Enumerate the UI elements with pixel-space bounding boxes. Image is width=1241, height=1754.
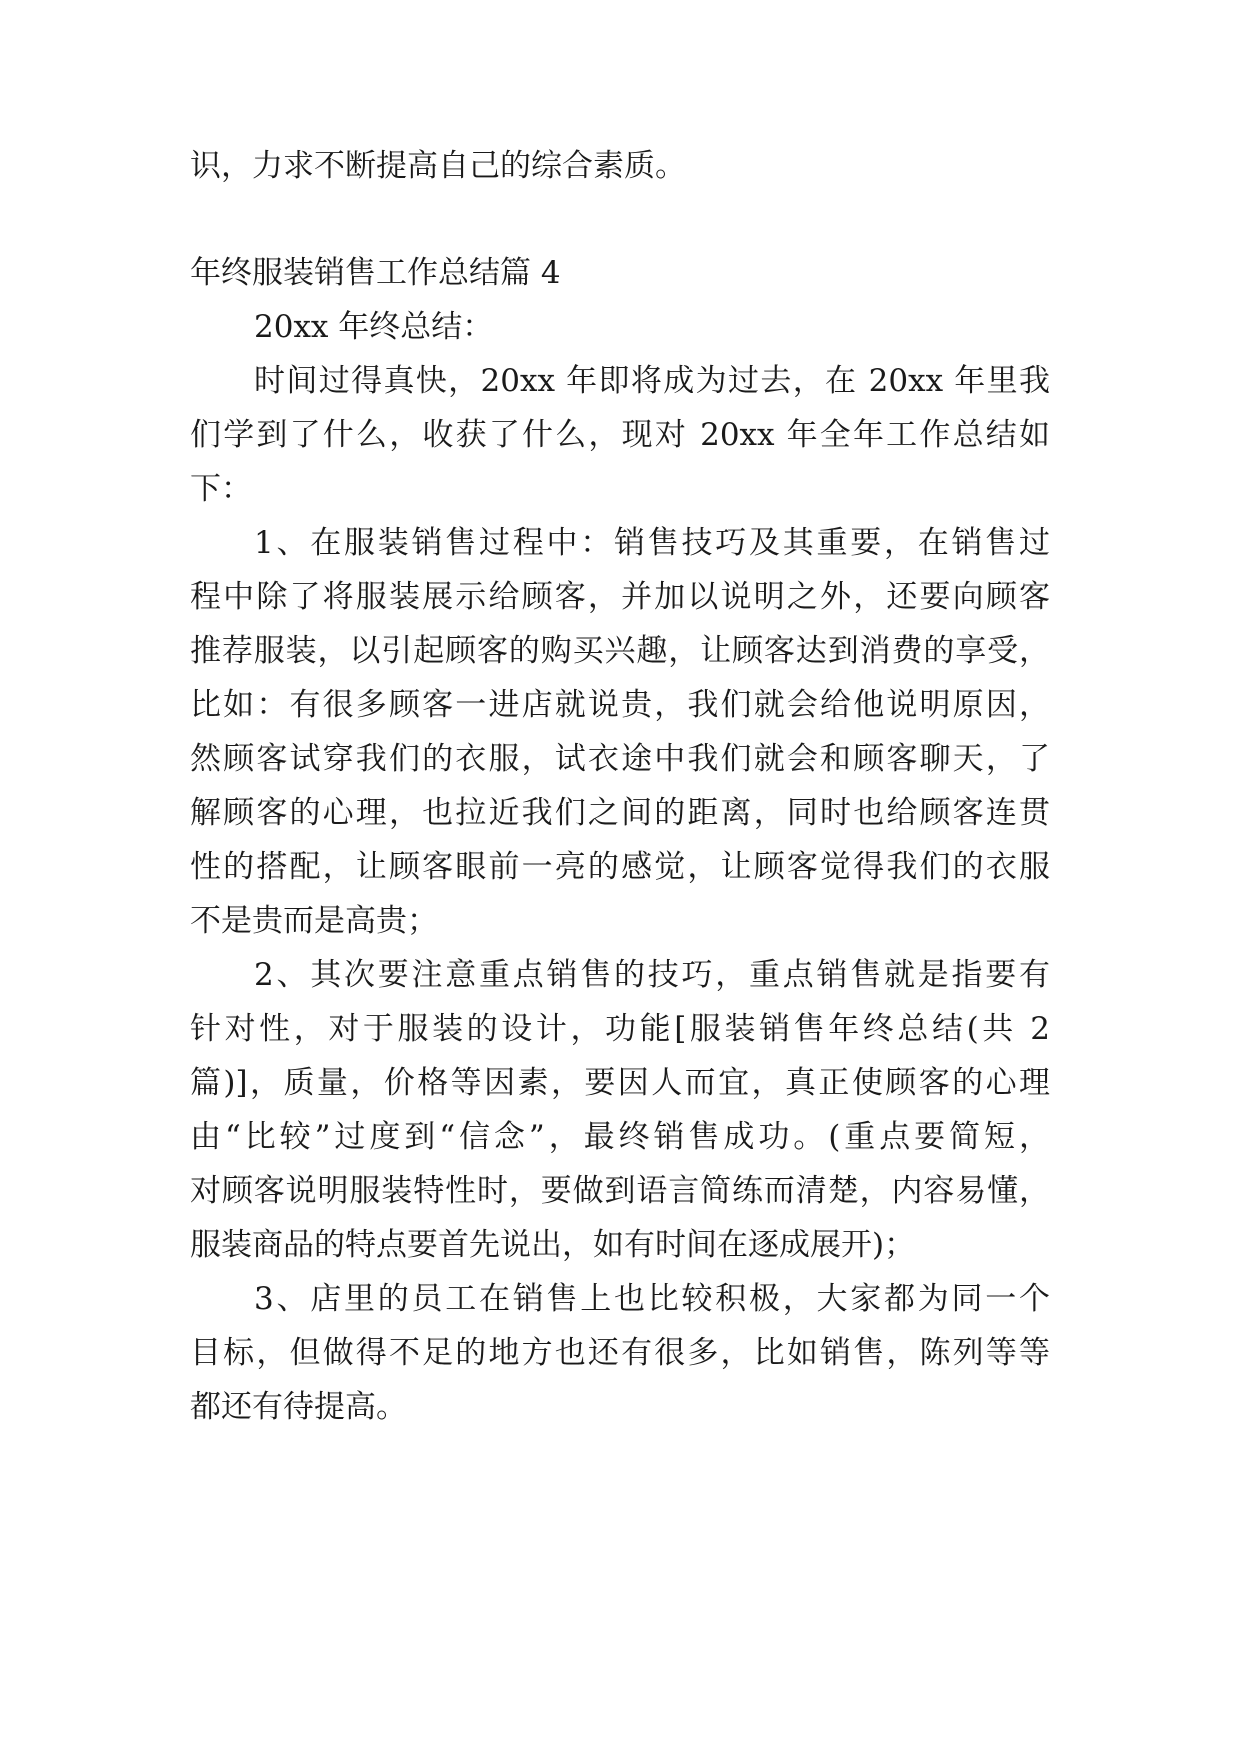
paragraph-line: 不是贵而是高贵；	[190, 903, 438, 939]
previous-paragraph-tail: 识，力求不断提高自己的综合素质。	[190, 148, 686, 184]
paragraph-line: 3、店里的员工在销售上也比较积极，大家都为同一个	[254, 1281, 1050, 1317]
paragraph-line: 推荐服装，以引起顾客的购买兴趣，让顾客达到消费的享受，	[190, 633, 1050, 669]
paragraph-line: 然顾客试穿我们的衣服，试衣途中我们就会和顾客聊天，了	[190, 741, 1050, 777]
paragraph-line: 解顾客的心理，也拉近我们之间的距离，同时也给顾客连贯	[190, 795, 1050, 831]
paragraph-line: 目标，但做得不足的地方也还有很多，比如销售，陈列等等	[190, 1335, 1050, 1371]
paragraph-line: 1、在服装销售过程中：销售技巧及其重要，在销售过	[254, 525, 1050, 561]
paragraph-line: 篇)]，质量，价格等因素，要因人而宜，真正使顾客的心理	[190, 1065, 1050, 1101]
paragraph-line: 性的搭配，让顾客眼前一亮的感觉，让顾客觉得我们的衣服	[190, 849, 1050, 885]
paragraph-line: 针对性，对于服装的设计，功能[服装销售年终总结(共 2	[190, 1011, 1050, 1047]
summary-subtitle: 20xx 年终总结：	[254, 309, 494, 345]
paragraph-line: 比如：有很多顾客一进店就说贵，我们就会给他说明原因，	[190, 687, 1050, 723]
paragraph-line: 下：	[190, 471, 252, 507]
paragraph-line: 2、其次要注意重点销售的技巧，重点销售就是指要有	[254, 957, 1050, 993]
paragraph-line: 由“比较”过度到“信念”，最终销售成功。(重点要简短，	[190, 1119, 1050, 1155]
paragraph-line: 时间过得真快，20xx 年即将成为过去，在 20xx 年里我	[254, 363, 1050, 399]
paragraph-line: 们学到了什么，收获了什么，现对 20xx 年全年工作总结如	[190, 417, 1050, 453]
section-title: 年终服装销售工作总结篇 4	[190, 255, 561, 291]
paragraph-line: 程中除了将服装展示给顾客，并加以说明之外，还要向顾客	[190, 579, 1050, 615]
paragraph-line: 服装商品的特点要首先说出，如有时间在逐成展开)；	[190, 1227, 916, 1263]
paragraph-line: 都还有待提高。	[190, 1389, 407, 1425]
paragraph-line: 对顾客说明服装特性时，要做到语言简练而清楚，内容易懂，	[190, 1173, 1050, 1209]
